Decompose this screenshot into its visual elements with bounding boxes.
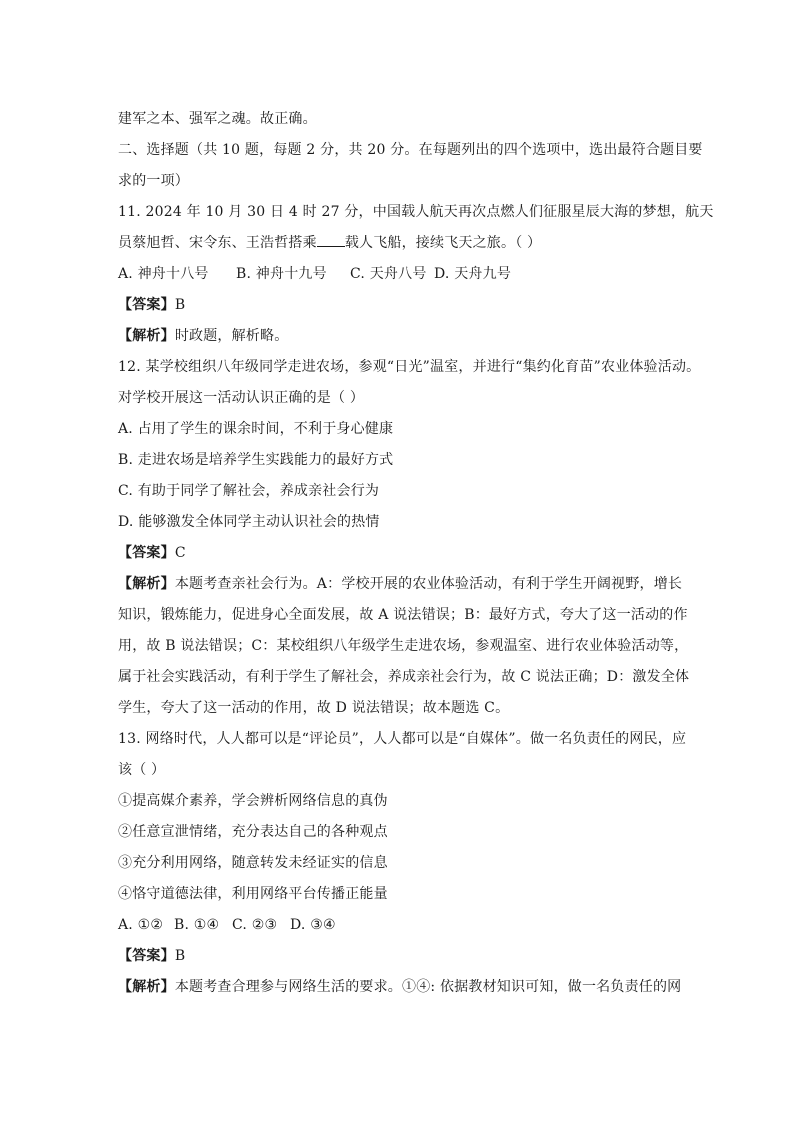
q11-stem-part: 员蔡旭哲、宋令东、王浩哲搭乘 bbox=[118, 235, 317, 251]
q12-option-c: C. 有助于同学了解社会，养成亲社会行为 bbox=[118, 483, 380, 499]
q11-stem-part: 载人飞船，接续飞天之旅。（ ） bbox=[344, 235, 542, 251]
answer-tag: 【答案】 bbox=[118, 948, 175, 964]
q11-option-d: D. 天舟九号 bbox=[434, 266, 512, 282]
q12-analysis-cont: 学生，夸大了这一活动的作用，故 D 说法错误；故本题选 C。 bbox=[118, 700, 510, 716]
q13-option-b: B. ①④ bbox=[174, 917, 220, 933]
q12-option-a: A. 占用了学生的课余时间，不利于身心健康 bbox=[118, 421, 394, 437]
q12-analysis bbox=[118, 569, 688, 600]
q12-stem: 12. 某学校组织八年级同学走进农场，参观“日光”温室，并进行“集约化育苗”农业体验活动。 bbox=[118, 359, 701, 375]
answer-tag: 【答案】 bbox=[118, 545, 175, 561]
q13-options bbox=[118, 910, 688, 941]
answer-value: B bbox=[174, 297, 186, 313]
analysis-text: 本题考查亲社会行为。A：学校开展的农业体验活动，有利于学生开阔视野，增长 bbox=[174, 576, 683, 592]
q12-stem-cont: 对学校开展这一活动认识正确的是（ ） bbox=[118, 390, 365, 406]
q11-options bbox=[118, 259, 688, 290]
q13-stem-cont: 该（ ） bbox=[118, 762, 166, 778]
q12-option-d: D. 能够激发全体同学主动认识社会的热情 bbox=[118, 514, 380, 530]
q13-answer bbox=[118, 941, 688, 972]
q12-option-b: B. 走进农场是培养学生实践能力的最好方式 bbox=[118, 452, 394, 468]
analysis-tag: 【解析】 bbox=[118, 979, 175, 995]
q13-item-3: ③充分利用网络，随意转发未经证实的信息 bbox=[118, 855, 388, 871]
answer-value: C bbox=[174, 545, 186, 561]
analysis-text: 本题考查合理参与网络生活的要求。①④: 依据教材知识可知，做一名负责任的网 bbox=[174, 979, 682, 995]
q12-answer bbox=[118, 538, 688, 569]
answer-value: B bbox=[174, 948, 186, 964]
q11-option-c: C. 天舟八号 bbox=[350, 266, 427, 282]
q11-option-a: A. 神舟十八号 bbox=[118, 266, 209, 282]
q13-analysis bbox=[118, 972, 688, 1003]
section-heading: 二、选择题（共 10 题，每题 2 分，共 20 分。在每题列出的四个选项中，选出最符合题目要 bbox=[118, 142, 703, 158]
q13-item-1: ①提高媒介素养，学会辨析网络信息的真伪 bbox=[118, 793, 388, 809]
analysis-tag: 【解析】 bbox=[118, 576, 175, 592]
document-page bbox=[118, 104, 714, 1003]
analysis-text: 时政题，解析略。 bbox=[174, 328, 289, 344]
q13-item-4: ④恪守道德法律，利用网络平台传播正能量 bbox=[118, 886, 388, 902]
q13-option-a: A. ①② bbox=[118, 917, 164, 933]
text-line: 建军之本、强军之魂。故正确。 bbox=[118, 111, 317, 127]
q13-item-2: ②任意宣泄情绪，充分表达自己的各种观点 bbox=[118, 824, 388, 840]
q11-answer bbox=[118, 290, 688, 321]
q13-option-d: D. ③④ bbox=[290, 917, 336, 933]
q11-analysis bbox=[118, 321, 688, 352]
q11-stem-cont bbox=[118, 228, 688, 259]
analysis-tag: 【解析】 bbox=[118, 328, 175, 344]
q12-analysis-cont: 属于社会实践活动，有利于学生了解社会，养成亲社会行为，故 C 说法正确；D：激发全体 bbox=[118, 669, 690, 685]
section-heading-cont: 求的一项） bbox=[118, 173, 189, 189]
q12-analysis-cont: 知识，锻炼能力，促进身心全面发展，故 A 说法错误；B：最好方式，夸大了这一活动的作 bbox=[118, 607, 688, 623]
q12-analysis-cont: 用，故 B 说法错误；C：某校组织八年级学生走进农场，参观温室、进行农业体验活动等， bbox=[118, 638, 689, 654]
q11-option-b: B. 神舟十九号 bbox=[236, 266, 327, 282]
fill-blank bbox=[317, 232, 345, 247]
answer-tag: 【答案】 bbox=[118, 297, 175, 313]
q11-stem: 11. 2024 年 10 月 30 日 4 时 27 分，中国载人航天再次点燃人们征服星辰大海的梦想，航天 bbox=[118, 204, 714, 220]
q13-option-c: C. ②③ bbox=[232, 917, 278, 933]
q13-stem: 13. 网络时代，人人都可以是“评论员”，人人都可以是“自媒体”。做一名负责任的网民，应 bbox=[118, 731, 687, 747]
